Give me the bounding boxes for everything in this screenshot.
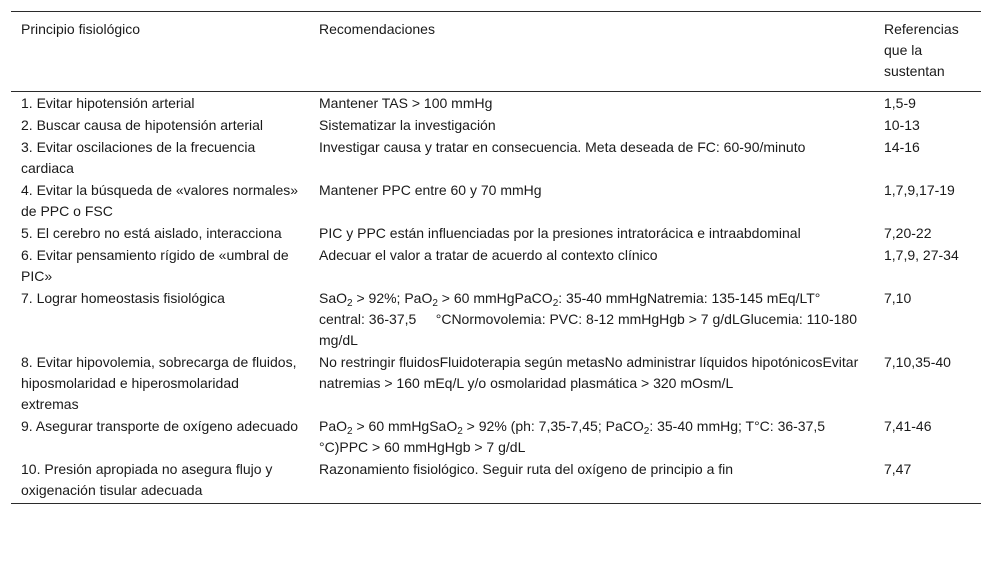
references-cell: 1,5-9 [884, 95, 916, 111]
references-cell: 7,47 [874, 458, 981, 504]
header-recommendation: Recomendaciones [309, 12, 874, 92]
recommendation-cell: Sistematizar la investigación [319, 117, 496, 133]
table-row [11, 458, 981, 504]
recommendation-cell: Mantener TAS > 100 mmHg [319, 95, 493, 111]
principle-cell: 7. Lograr homeostasis fisiológica [21, 290, 225, 306]
recommendation-cell: No restringir fluidosFluidoterapia según metasNo administrar líquidos hipotónicosEvitar natremias > 160 mEq/L y/o osmolaridad plasmática > 320 mOsm/L [319, 354, 859, 391]
principle-cell: 3. Evitar oscilaciones de la frecuencia cardiaca [21, 139, 256, 176]
table-row [11, 114, 981, 136]
table-row [11, 244, 981, 287]
references-cell: 7,20-22 [884, 225, 932, 241]
table-header-row [11, 12, 981, 92]
recommendation-cell: SaO$_2$ > 92%; PaO$_2$ > 60 mmHgPaCO$_2$: 35-40 mmHgNatremia: 135-145 mEq/LT° central: 36-37,5 °CNormovolemia: PVC: 8-12 mmHgHgb > 7 g/dLGlucemia: 110-180 mg/dL [319, 290, 861, 348]
recommendation-cell: PaO$_2$ > 60 mmHgSaO$_2$ > 92% (ph: 7,35-7,45; PaCO$_2$: 35-40 mmHg; T°C: 36-37,5 °C)PPC > 60 mmHgHgb > 7 g/dL [319, 418, 845, 455]
references-cell: 7,10 [884, 290, 912, 306]
references-cell: 7,41-46 [884, 418, 932, 434]
principle-cell: 8. Evitar hipovolemia, sobrecarga de fluidos, hiposmolaridad e hiperosmolaridad extremas [21, 354, 297, 412]
references-cell: 7,10,35-40 [884, 354, 951, 370]
header-principle: Principio fisiológico [11, 12, 309, 92]
table-row [11, 222, 981, 244]
recommendation-cell: Adecuar el valor a tratar de acuerdo al contexto clínico [319, 247, 658, 263]
principle-cell: 10. Presión apropiada no asegura flujo y oxigenación tisular adecuada [11, 458, 309, 504]
recommendations-table [11, 11, 981, 504]
principle-cell: 5. El cerebro no está aislado, interacciona [21, 225, 282, 241]
table-row [11, 415, 981, 458]
table-row [11, 179, 981, 222]
table-row [11, 287, 981, 351]
references-cell: 10-13 [884, 117, 920, 133]
references-cell: 1,7,9, 27-34 [884, 247, 959, 263]
recommendation-cell: Mantener PPC entre 60 y 70 mmHg [319, 182, 542, 198]
recommendation-cell: PIC y PPC están influenciadas por la presiones intratorácica e intraabdominal [319, 225, 801, 241]
header-references: Referencias que la sustentan [874, 12, 981, 92]
references-cell: 14-16 [884, 139, 920, 155]
table-row [11, 351, 981, 415]
principle-cell: 2. Buscar causa de hipotensión arterial [21, 117, 264, 133]
principle-cell: 6. Evitar pensamiento rígido de «umbral de PIC» [21, 247, 289, 284]
recommendation-cell: Razonamiento fisiológico. Seguir ruta del oxígeno de principio a fin [309, 458, 874, 504]
recommendation-cell: Investigar causa y tratar en consecuencia. Meta deseada de FC: 60-90/minuto [319, 139, 806, 155]
table-row [11, 92, 981, 115]
principle-cell: 4. Evitar la búsqueda de «valores normales» de PPC o FSC [21, 182, 299, 219]
principle-cell: 9. Asegurar transporte de oxígeno adecuado [21, 418, 299, 434]
table-row [11, 136, 981, 179]
principle-cell: 1. Evitar hipotensión arterial [21, 95, 195, 111]
references-cell: 1,7,9,17-19 [884, 182, 955, 198]
